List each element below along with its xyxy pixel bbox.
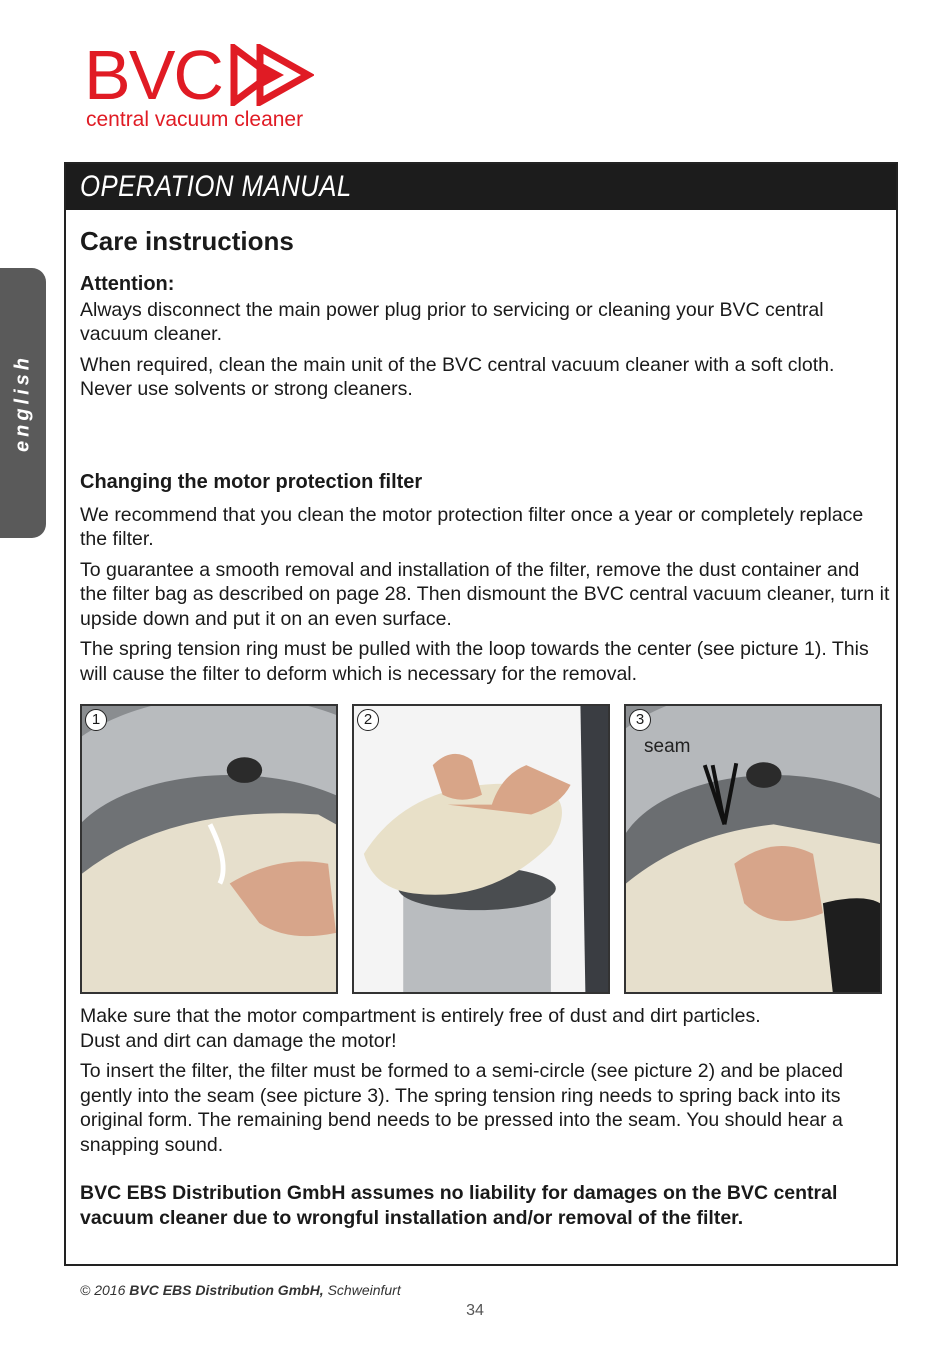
attention-label: Attention: xyxy=(80,273,175,295)
photo-2 xyxy=(352,704,610,994)
footer-copyright xyxy=(80,1282,401,1298)
photo-number: 1 xyxy=(85,709,107,731)
logo-wordmark: BVC xyxy=(84,36,222,114)
filter-paragraph-2: To guarantee a smooth removal and installation of the filter, remove the dust container and the filter bag as described on page 28. Then dismount the BVC central vacuum cleaner, turn it upside down and put it on an even surface. xyxy=(80,558,890,630)
filter-title: Changing the motor protection filter xyxy=(80,471,423,493)
after-paragraph-2: To insert the filter, the filter must be formed to a semi-circle (see picture 2) and be placed gently into the seam (see picture 3). The spring tension ring needs to spring back into its original form. The remaining bend needs to be pressed into the seam. You should hear a snapping sound. xyxy=(80,1060,844,1156)
after-paragraph-1-line-1: Make sure that the motor compartment is entirely free of dust and dirt particles. xyxy=(80,1005,761,1027)
after-paragraph-1-line-2: Dust and dirt can damage the motor! xyxy=(80,1029,397,1052)
care-title: Care instructions xyxy=(80,226,294,256)
filter-paragraph-1: We recommend that you clean the motor protection filter once a year or completely replace the filter. xyxy=(80,503,864,550)
after-section xyxy=(80,1004,890,1230)
photo-1 xyxy=(80,704,338,994)
language-label: english xyxy=(11,353,34,453)
filter-section xyxy=(80,470,890,686)
manual-title: OPERATION MANUAL xyxy=(80,170,352,203)
seam-label: seam xyxy=(644,736,691,757)
logo-subtitle: central vacuum cleaner xyxy=(86,108,304,131)
photo-1-illustration xyxy=(82,706,336,992)
footer-city: Schweinfurt xyxy=(327,1282,401,1298)
photo-strip xyxy=(80,704,884,996)
header-bar xyxy=(66,164,896,210)
photo-3 xyxy=(624,704,882,994)
copyright-year: © 2016 xyxy=(80,1282,126,1298)
footer-company: BVC EBS Distribution GmbH, xyxy=(129,1282,324,1298)
photo-2-illustration xyxy=(354,706,608,992)
photo-number: 3 xyxy=(629,709,651,731)
care-paragraph-2: When required, clean the main unit of the BVC central vacuum cleaner with a soft cloth. Never use solvents or strong cleaners. xyxy=(80,353,835,400)
care-section xyxy=(80,272,890,402)
care-paragraph-1: Always disconnect the main power plug prior to servicing or cleaning your BVC central vacuum cleaner. xyxy=(80,298,824,345)
logo-arrows-icon xyxy=(230,44,314,106)
liability-notice: BVC EBS Distribution GmbH assumes no liability for damages on the BVC central vacuum cleaner due to wrongful installation and/or removal of the filter. xyxy=(80,1182,838,1229)
filter-paragraph-3: The spring tension ring must be pulled with the loop towards the center (see picture 1). This will cause the filter to deform which is necessary for the removal. xyxy=(80,638,869,685)
language-tab[interactable] xyxy=(0,268,46,538)
brand-logo xyxy=(84,36,324,135)
photo-number: 2 xyxy=(357,709,379,731)
page-number: 34 xyxy=(466,1302,484,1319)
